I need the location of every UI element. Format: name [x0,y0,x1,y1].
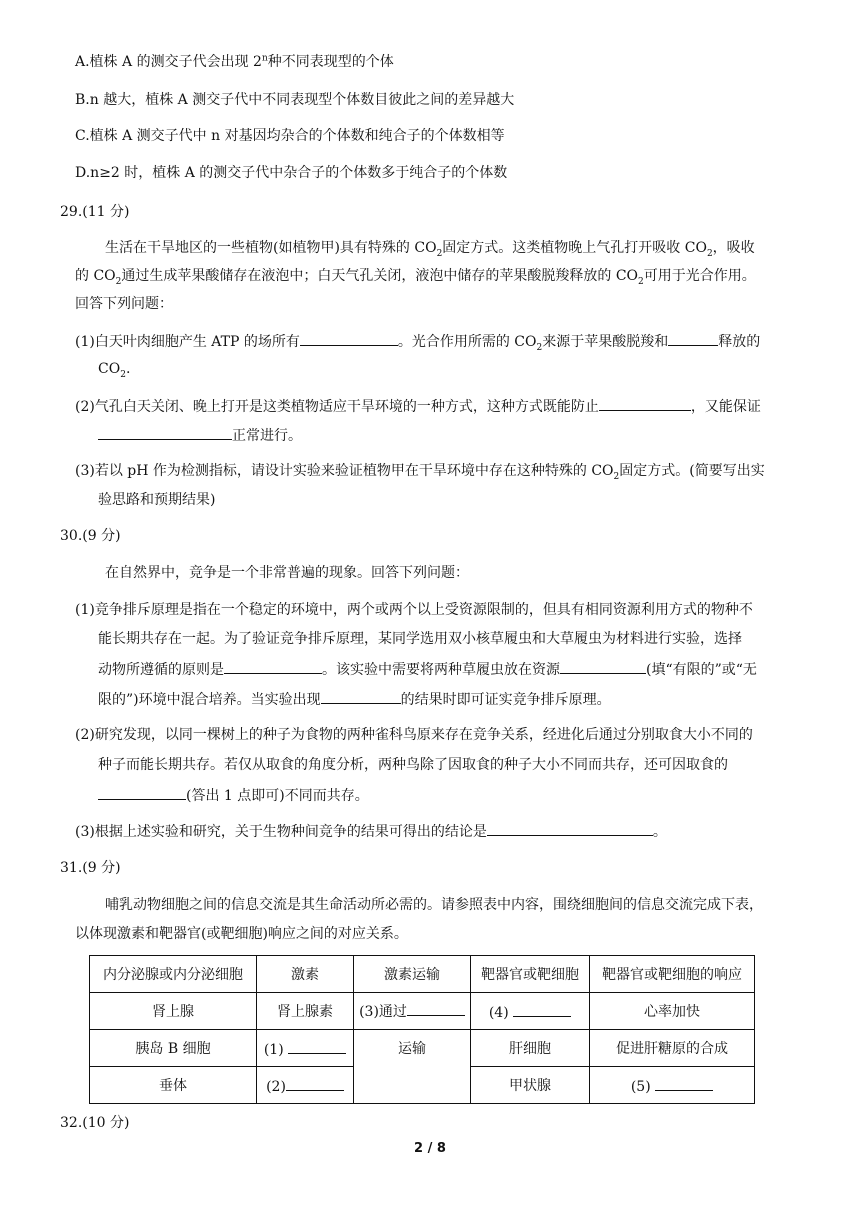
table-cell: 甲状腺 [471,1067,590,1104]
answer-blank[interactable] [513,1002,571,1017]
answer-blank[interactable] [224,659,322,674]
option-b: B.n 越大，植株 A 测交子代中不同表现型个体数目彼此之间的差异越大 [75,92,515,108]
table-cell: 肾上腺素 [257,993,354,1030]
answer-blank[interactable] [655,1076,713,1091]
q30-part1-line3: 动物所遵循的原则是 。该实验中需要将两种草履虫放在资源 (填“有限的”或“无 [98,659,757,680]
q30-part2-line3: (答出 1 点即可)不同而共存。 [98,785,369,806]
table-row [90,993,755,1030]
table-cell: (4) [471,993,590,1030]
q30-header: 30.(9 分) [60,528,121,544]
answer-blank[interactable] [300,331,398,346]
q29-intro-1: 生活在干旱地区的一些植物(如植物甲)具有特殊的 $CO_2$固定方式。这类植物晚上气孔打开吸收 $CO_2$，吸收 [105,240,755,259]
table-header-cell: 内分泌腺或内分泌细胞 [90,956,257,993]
answer-blank[interactable] [286,1076,344,1091]
q31-intro-1: 哺乳动物细胞之间的信息交流是其生命活动所必需的。请参照表中内容，围绕细胞间的信息交流完成下表， [105,897,763,913]
q30-part1: (1)竞争排斥原理是指在一个稳定的环境中，两个或两个以上受资源限制的，但具有相同资源利用方式的物种不 [75,602,753,618]
answer-blank[interactable] [599,396,691,411]
q29-part3: (3)若以 pH 作为检测指标，请设计实验来验证植物甲在干旱环境中存在这种特殊的 $CO_2$固定方式。(简要写出实 [75,463,765,482]
answer-blank[interactable] [668,331,718,346]
table-cell: 垂体 [90,1067,257,1104]
q32-header: 32.(10 分) [60,1115,130,1131]
page-number: 2 / 8 [414,1141,446,1156]
q29-intro-2: 的 $CO_2$通过生成苹果酸储存在液泡中；白天气孔关闭，液泡中储存的苹果酸脱羧释放的 $CO_2$可用于光合作用。 [75,268,756,287]
table-cell: (5) [590,1067,755,1104]
table-cell: 胰岛 B 细胞 [90,1030,257,1067]
q30-intro: 在自然界中，竞争是一个非常普遍的现象。回答下列问题： [105,565,469,581]
q30-part3: (3)根据上述实验和研究，关于生物种间竞争的结果可得出的结论是 。 [75,821,667,842]
table-header-cell: 激素 [257,956,354,993]
q29-intro-3: 回答下列问题： [75,296,173,312]
hormone-table [89,955,755,1104]
q29-part3-cont: 验思路和预期结果) [98,492,216,508]
answer-blank[interactable] [560,659,646,674]
option-a: A.植株 A 的测交子代会出现 2$^n$种不同表现型的个体 [75,53,394,70]
table-row [90,1030,755,1067]
table-header-cell: 靶器官或靶细胞 [471,956,590,993]
q30-part2: (2)研究发现，以同一棵树上的种子为食物的两种雀科鸟原来存在竞争关系，经进化后通过分别取食大小不同的 [75,727,753,743]
table-cell: 肝细胞 [471,1030,590,1067]
q30-part1-line4: 限的”)环境中混合培养。当实验出现 的结果时即可证实竞争排斥原理。 [98,689,611,710]
table-cell: 心率加快 [590,993,755,1030]
q31-header: 31.(9 分) [60,860,121,876]
answer-blank[interactable] [321,689,401,704]
q29-part1: (1)白天叶肉细胞产生 ATP 的场所有 。光合作用所需的 $CO_2$来源于苹果酸脱羧和 释放的 [75,331,760,352]
table-cell: 促进肝糖原的合成 [590,1030,755,1067]
option-c: C.植株 A 测交子代中 n 对基因均杂合的个体数和纯合子的个体数相等 [75,128,505,144]
q30-part2-line2: 种子而能长期共存。若仅从取食的角度分析，两种鸟除了因取食的种子大小不同而共存，还可因取食的 [98,757,728,773]
table-cell: (3)通过 [354,993,471,1030]
q30-part1-line2: 能长期共存在一起。为了验证竞争排斥原理，某同学选用双小核草履虫和大草履虫为材料进行实验，选择 [98,631,742,647]
answer-blank[interactable] [407,1001,465,1016]
q29-header: 29.(11 分) [60,204,130,220]
table-header-row [90,956,755,993]
answer-blank[interactable] [98,785,186,800]
q29-part2: (2)气孔白天关闭、晚上打开是这类植物适应干旱环境的一种方式，这种方式既能防止 ，又能保证 [75,396,761,417]
option-d: D.n≥2 时，植株 A 的测交子代中杂合子的个体数多于纯合子的个体数 [75,165,508,181]
answer-blank[interactable] [487,821,653,836]
table-cell: (1) [257,1030,354,1067]
table-cell: (2) [257,1067,354,1104]
table-header-cell: 激素运输 [354,956,471,993]
q29-part2-cont: 正常进行。 [98,425,302,446]
table-cell: 运输 [354,1030,471,1104]
q29-part1-cont: $CO_2$. [98,361,131,380]
table-header-cell: 靶器官或靶细胞的响应 [590,956,755,993]
answer-blank[interactable] [288,1039,346,1054]
q31-intro-2: 以体现激素和靶器官(或靶细胞)响应之间的对应关系。 [75,926,408,942]
answer-blank[interactable] [98,425,232,440]
table-cell: 肾上腺 [90,993,257,1030]
